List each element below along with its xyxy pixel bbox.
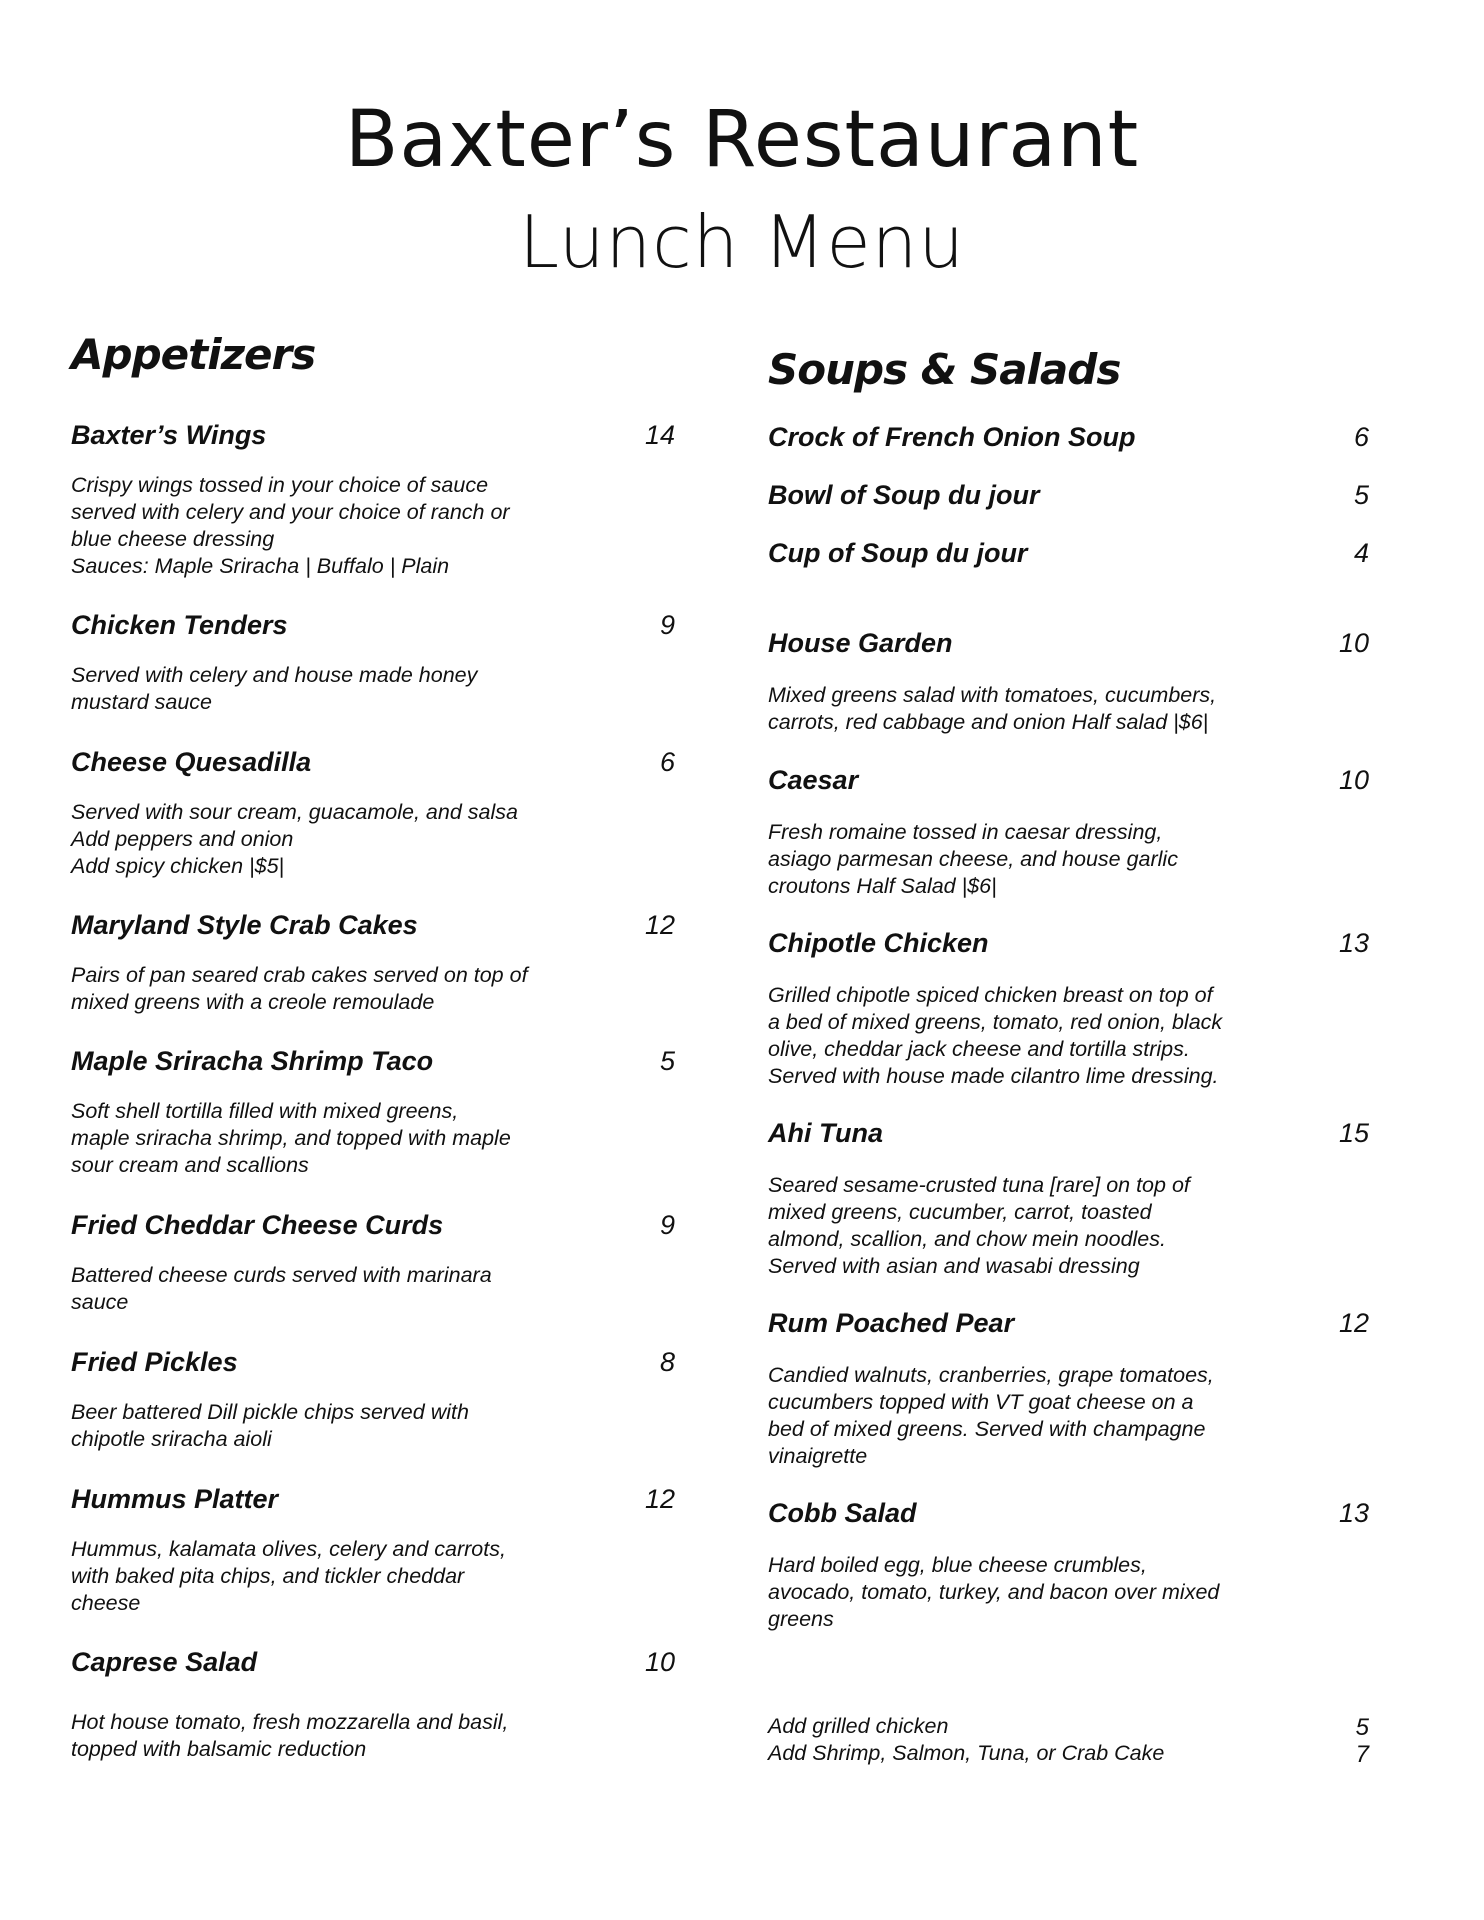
item-name: Chicken Tenders — [71, 610, 288, 640]
item-price: 4 — [1353, 538, 1369, 568]
item-price: 8 — [659, 1347, 675, 1377]
item-price: 12 — [1338, 1308, 1369, 1338]
item-price: 5 — [659, 1046, 675, 1076]
item-price: 14 — [644, 420, 675, 450]
item-description: Served with sour cream, guacamole, and salsa Add peppers and onion Add spicy chicken |$5| — [71, 800, 518, 878]
item-description: Served with celery and house made honey mustard sauce — [71, 663, 478, 714]
item-name: Cobb Salad — [768, 1498, 917, 1528]
section-heading-appetizers: Appetizers — [71, 330, 316, 379]
item-name: Fried Cheddar Cheese Curds — [71, 1210, 444, 1240]
item-price: 9 — [659, 1210, 675, 1240]
addon-price: 7 — [1355, 1741, 1369, 1768]
addon-text: Add grilled chicken — [768, 1714, 949, 1738]
item-name: Baxter’s Wings — [71, 420, 267, 450]
section-heading-soups-salads: Soups & Salads — [768, 345, 1121, 394]
item-description: Fresh romaine tossed in caesar dressing, asiago parmesan cheese, and house garlic croutons Half Salad |$6| — [768, 820, 1178, 898]
item-description: Soft shell tortilla filled with mixed greens, maple sriracha shrimp, and topped with maple sour cream and scallions — [71, 1099, 511, 1177]
item-name: Ahi Tuna — [768, 1118, 884, 1148]
item-price: 12 — [644, 1484, 675, 1514]
addon-price: 5 — [1355, 1714, 1369, 1741]
item-price: 13 — [1338, 1498, 1369, 1528]
item-name: Maple Sriracha Shrimp Taco — [71, 1046, 434, 1076]
item-price: 9 — [659, 610, 675, 640]
item-name: Rum Poached Pear — [768, 1308, 1015, 1338]
item-price: 10 — [1338, 628, 1369, 658]
item-description: Hard boiled egg, blue cheese crumbles, avocado, tomato, turkey, and bacon over mixed greens — [768, 1553, 1220, 1631]
item-price: 5 — [1353, 480, 1369, 510]
item-description: Battered cheese curds served with marinara sauce — [71, 1263, 492, 1314]
item-name: Chipotle Chicken — [768, 928, 989, 958]
item-name: House Garden — [768, 628, 953, 658]
item-name: Maryland Style Crab Cakes — [71, 910, 418, 940]
item-price: 10 — [1338, 765, 1369, 795]
item-description: Grilled chipotle spiced chicken breast on top of a bed of mixed greens, tomato, red onion, black olive, cheddar jack cheese and tortilla strips. Served with house made cilantro lime dressing. — [768, 983, 1223, 1088]
item-name: Bowl of Soup du jour — [768, 480, 1040, 510]
item-name: Caprese Salad — [71, 1647, 258, 1677]
item-description: Hot house tomato, fresh mozzarella and basil, topped with balsamic reduction — [71, 1710, 509, 1761]
addon-item — [768, 1741, 1369, 1769]
item-description: Candied walnuts, cranberries, grape tomatoes, cucumbers topped with VT goat cheese on a bed of mixed greens. Served with champagne vinaigrette — [768, 1363, 1214, 1468]
item-price: 12 — [644, 910, 675, 940]
item-name: Hummus Platter — [71, 1484, 279, 1514]
item-name: Crock of French Onion Soup — [768, 422, 1136, 452]
addon-text: Add Shrimp, Salmon, Tuna, or Crab Cake — [768, 1741, 1165, 1765]
restaurant-name: Baxter’s Restaurant — [344, 95, 1140, 185]
item-price: 6 — [1353, 422, 1369, 452]
item-name: Fried Pickles — [71, 1347, 238, 1377]
item-description: Mixed greens salad with tomatoes, cucumbers, carrots, red cabbage and onion Half salad |$6| — [768, 683, 1217, 734]
item-price: 10 — [644, 1647, 675, 1677]
item-description: Pairs of pan seared crab cakes served on top of mixed greens with a creole remoulade — [71, 963, 528, 1014]
item-price: 13 — [1338, 928, 1369, 958]
addon-item — [768, 1714, 1369, 1742]
item-name: Caesar — [768, 765, 859, 795]
item-price: 6 — [659, 747, 675, 777]
item-name: Cup of Soup du jour — [768, 538, 1028, 568]
menu-title: Lunch Menu — [519, 200, 965, 284]
item-description: Seared sesame-crusted tuna [rare] on top of mixed greens, cucumber, carrot, toasted almond, scallion, and chow mein noodles. Served with asian and wasabi dressing — [768, 1173, 1190, 1278]
item-description: Crispy wings tossed in your choice of sauce served with celery and your choice of ranch or blue cheese dressing Sauces: Maple Sriracha | Buffalo | Plain — [71, 473, 510, 578]
item-description: Hummus, kalamata olives, celery and carrots, with baked pita chips, and tickler cheddar cheese — [71, 1537, 506, 1615]
item-name: Cheese Quesadilla — [71, 747, 312, 777]
item-description: Beer battered Dill pickle chips served with chipotle sriracha aioli — [71, 1400, 469, 1451]
item-price: 15 — [1338, 1118, 1369, 1148]
